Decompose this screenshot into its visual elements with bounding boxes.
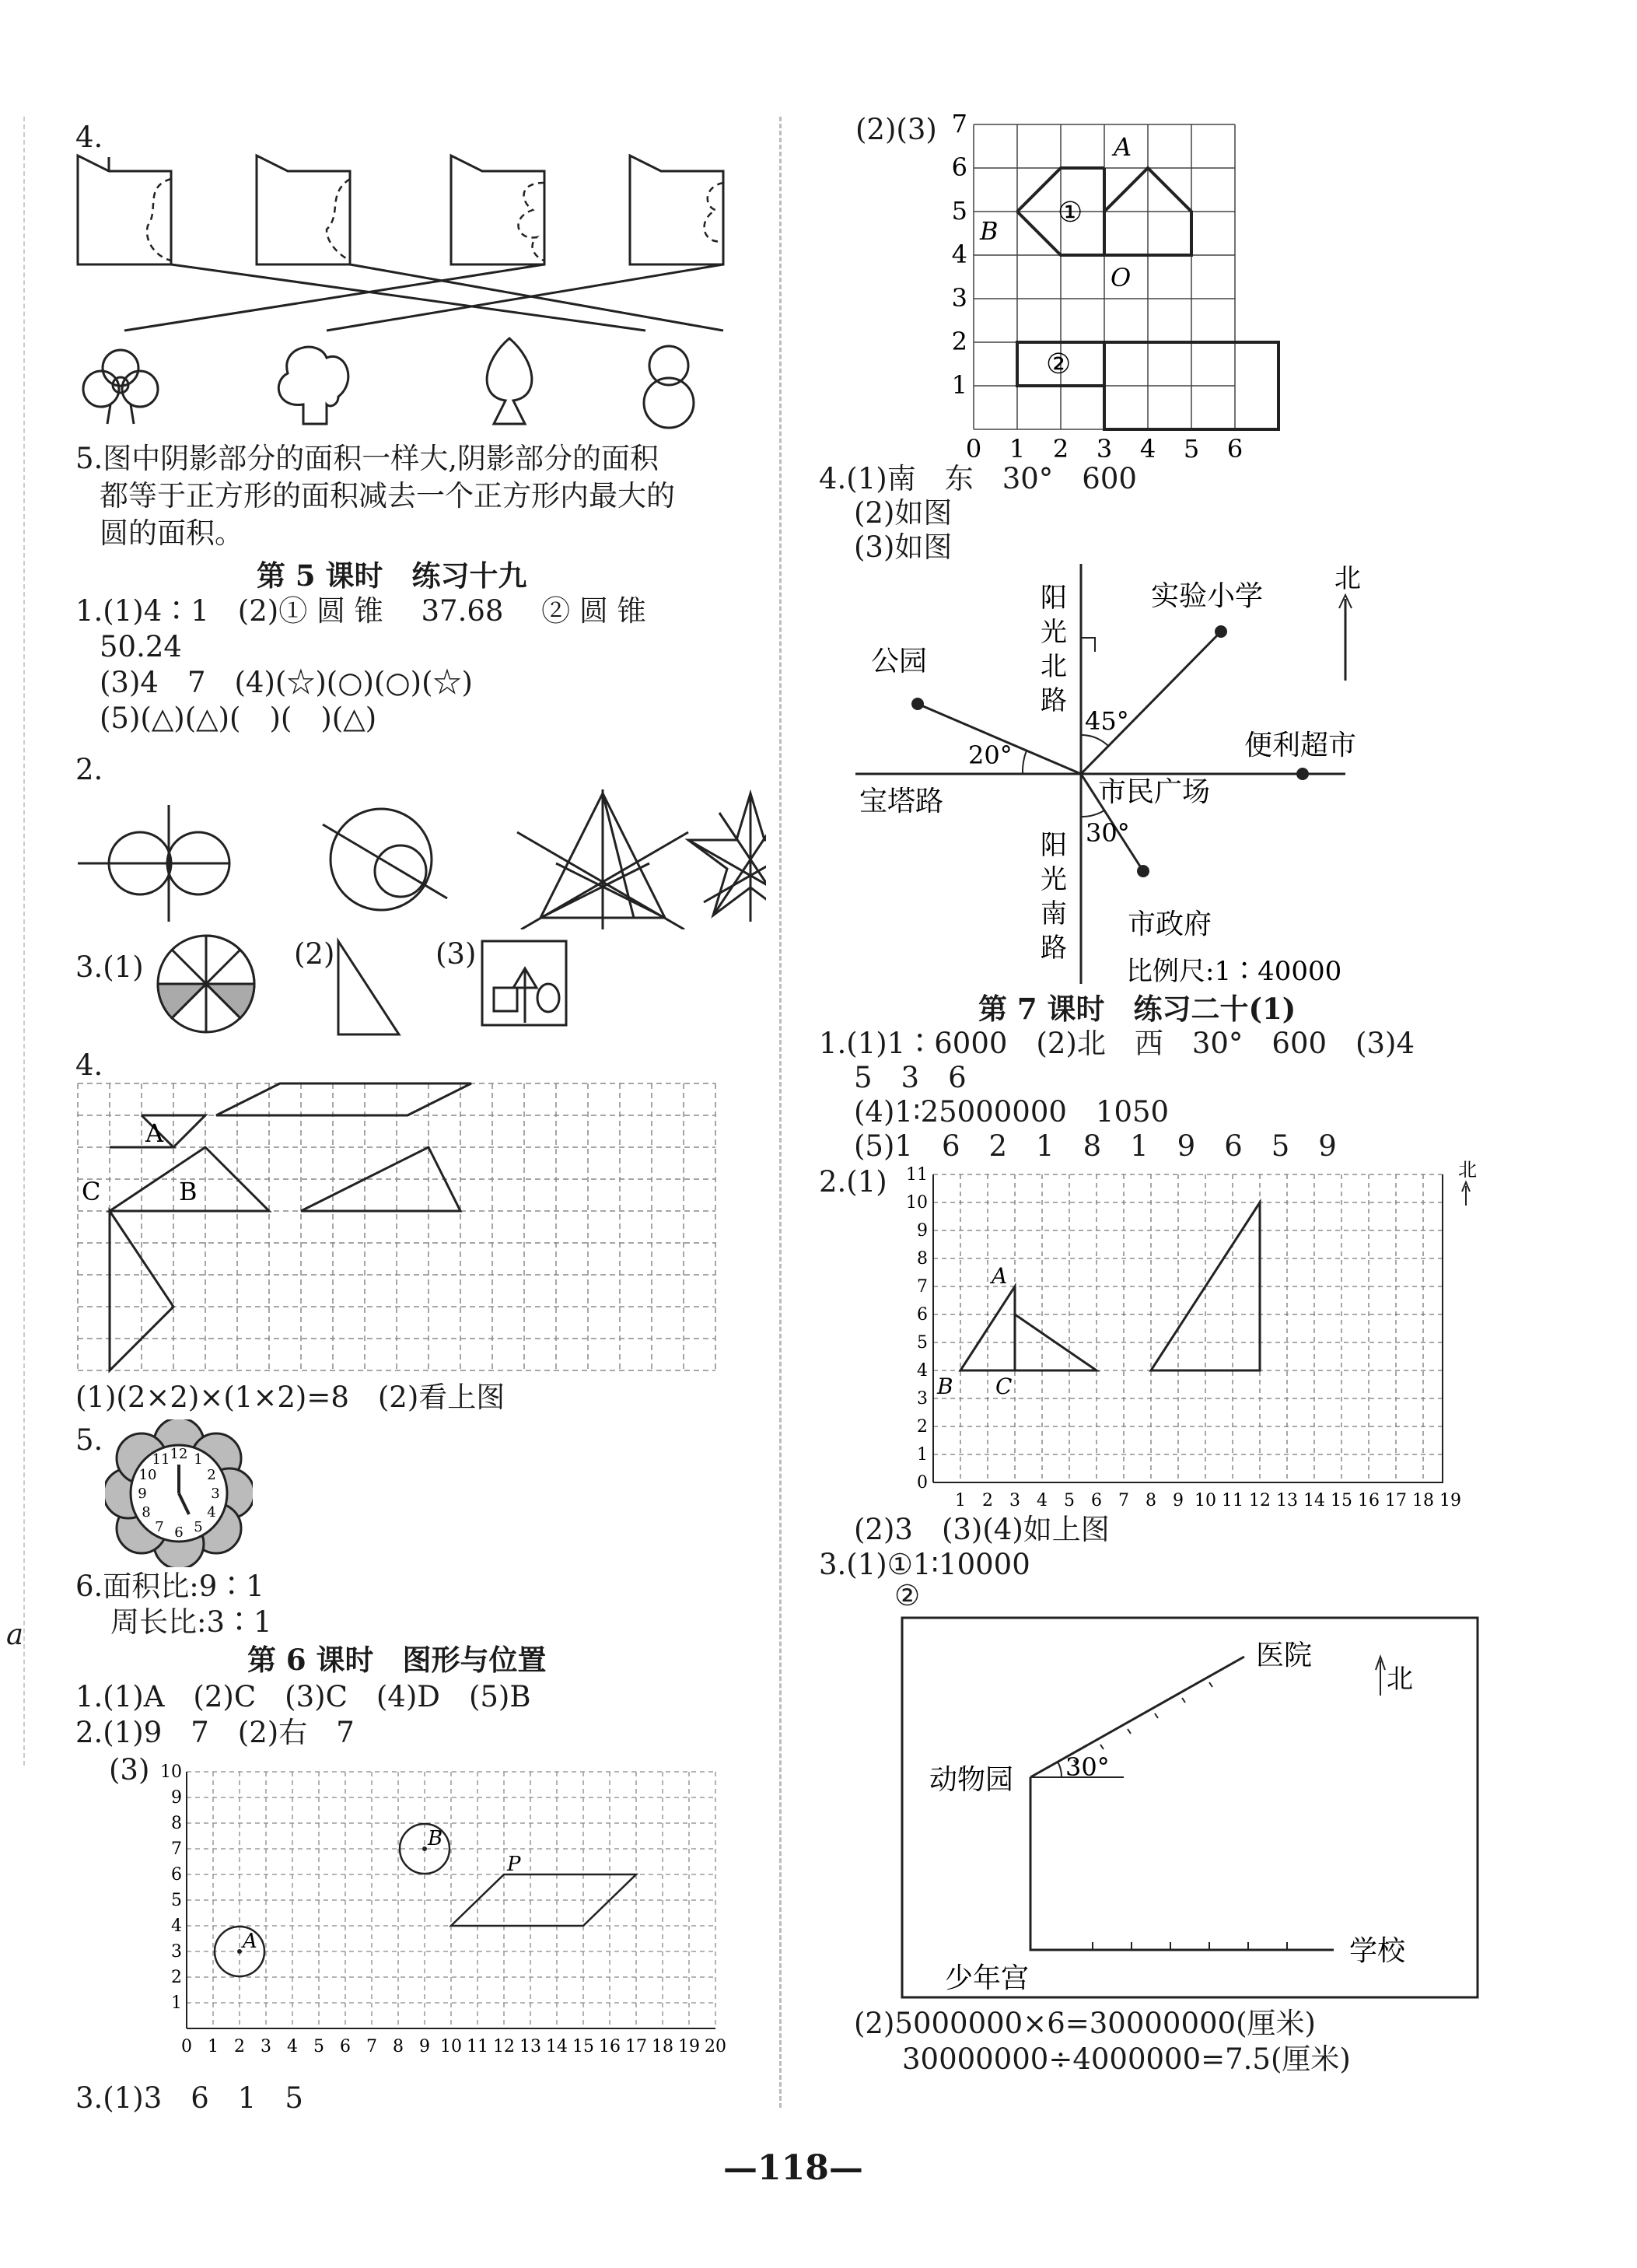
- clock-num-5: 5: [194, 1519, 203, 1535]
- map-govt: 市政府: [1128, 908, 1212, 940]
- l5-q4-answer: (1)(2×2)×(1×2)=8 (2)看上图: [75, 1381, 505, 1414]
- r-ytick: 7: [951, 109, 967, 138]
- clock-num-8: 8: [142, 1504, 151, 1521]
- r-q23-label: (2)(3): [855, 113, 937, 146]
- l6-ytick: 4: [171, 1916, 182, 1936]
- l6-xtick: 7: [366, 2037, 377, 2056]
- shading-figures: [152, 929, 587, 1042]
- grid-label-A: A: [145, 1118, 164, 1148]
- g2-ytick: 7: [917, 1277, 928, 1297]
- r-q4-line2: (2)如图: [854, 496, 953, 530]
- g2-xtick: 16: [1358, 1491, 1380, 1510]
- l6-ytick: 6: [171, 1865, 182, 1885]
- r-xtick: 6: [1226, 434, 1243, 464]
- g2-xtick: 6: [1091, 1491, 1102, 1510]
- g2-ytick: 5: [917, 1333, 928, 1353]
- l7-q3-line1: 3.(1)①1∶10000: [819, 1548, 1030, 1581]
- l7-q3-calc1: (2)5000000×6=30000000(厘米): [854, 2007, 1316, 2040]
- l7-q1-line4: (5)1 6 2 1 8 1 9 6 5 9: [854, 1129, 1337, 1163]
- coordinate-grid-3: [890, 1159, 1481, 1528]
- r-ytick: 4: [951, 240, 967, 269]
- l6-xtick: 8: [393, 2037, 404, 2056]
- g2-xtick: 7: [1118, 1491, 1129, 1510]
- g2-xtick: 18: [1412, 1491, 1434, 1510]
- l6-ytick: 10: [160, 1764, 182, 1782]
- l5-q2-number: 2.: [75, 753, 103, 786]
- l7-q3-calc2: 30000000÷4000000=7.5(厘米): [902, 2042, 1351, 2076]
- g2-xtick: 2: [982, 1491, 993, 1510]
- map-scale: 比例尺:1∶40000: [1126, 956, 1342, 987]
- g2-xtick: 10: [1195, 1491, 1216, 1510]
- clock-num-11: 11: [152, 1451, 170, 1468]
- left-q4-number: 4.: [75, 121, 103, 154]
- map-north: 北: [1334, 563, 1361, 594]
- r-ytick: 2: [951, 327, 967, 356]
- route-school: 学校: [1349, 1935, 1406, 1967]
- map-road-south-3: 南: [1041, 898, 1067, 929]
- l6-xtick: 12: [493, 2037, 515, 2056]
- clock-num-3: 3: [211, 1486, 220, 1502]
- clock-figure: [105, 1419, 253, 1567]
- g2-xtick: 3: [1009, 1491, 1020, 1510]
- grid-label-C: C: [82, 1177, 101, 1206]
- lesson6-title: 第 6 课时 图形与位置: [247, 1643, 547, 1677]
- l6-ytick: 1: [171, 1993, 182, 2013]
- g2-ytick: 8: [917, 1249, 928, 1269]
- lesson5-title: 第 5 课时 练习十九: [257, 558, 527, 593]
- l6-label-P: P: [507, 1853, 521, 1876]
- map-road-north-2: 光: [1041, 617, 1067, 648]
- g2-xtick: 9: [1173, 1491, 1184, 1510]
- l5-q1-line4: (5)(△)(△)( )( )(△): [100, 702, 377, 735]
- g2-ytick: 1: [917, 1445, 928, 1465]
- l6-xtick: 17: [625, 2037, 647, 2056]
- left-q5-line3: 圆的面积。: [100, 516, 243, 550]
- l6-ytick: 7: [171, 1839, 182, 1859]
- l6-xtick: 19: [678, 2037, 700, 2056]
- l7-q2-number: 2.(1): [819, 1165, 887, 1199]
- r-xtick: 3: [1096, 434, 1113, 464]
- g2-xtick: 1: [955, 1491, 966, 1510]
- l6-q1: 1.(1)A (2)C (3)C (4)D (5)B: [75, 1680, 531, 1713]
- clock-num-9: 9: [138, 1486, 147, 1502]
- map-road-south-1: 阳: [1041, 830, 1067, 861]
- r-q4-line1: 4.(1)南 东 30° 600: [819, 462, 1137, 495]
- l5-q6-line1: 6.面积比:9∶1: [75, 1570, 264, 1603]
- clock-num-2: 2: [207, 1467, 216, 1483]
- l6-xtick: 10: [440, 2037, 462, 2056]
- symmetry-axes-figure: [74, 786, 766, 929]
- page-number: —118—: [723, 2148, 863, 2188]
- l7-q2-after: (2)3 (3)(4)如上图: [854, 1513, 1110, 1546]
- column-divider: [779, 117, 782, 2108]
- l5-q6-line2: 周长比:3∶1: [110, 1605, 272, 1639]
- map-baota-road: 宝塔路: [859, 786, 944, 817]
- margin-mark: a: [6, 1618, 24, 1651]
- map-road-south-4: 路: [1041, 933, 1067, 964]
- r-label-O: O: [1111, 263, 1132, 292]
- l6-q2: 2.(1)9 7 (2)右 7: [75, 1716, 355, 1749]
- g2-ytick: 6: [917, 1305, 928, 1325]
- r-label-A: A: [1114, 132, 1132, 162]
- grid2-north: 北: [1458, 1159, 1477, 1181]
- dashed-grid-figure: [74, 1080, 719, 1375]
- r-label-circle2: ②: [1046, 348, 1072, 380]
- l6-xtick: 0: [181, 2037, 192, 2056]
- paper-fold-matching-figure: [70, 148, 762, 443]
- map-angle-20: 20°: [968, 740, 1013, 770]
- clock-num-12: 12: [170, 1446, 188, 1462]
- l6-ytick: 9: [171, 1788, 182, 1808]
- g2-ytick: 9: [917, 1221, 928, 1241]
- g2-xtick: 8: [1146, 1491, 1156, 1510]
- g2-ytick: 3: [917, 1389, 928, 1409]
- l6-q2-3-label: (3): [109, 1753, 150, 1787]
- l5-q4-number: 4.: [75, 1048, 103, 1082]
- l6-xtick: 5: [313, 2037, 324, 2056]
- l6-label-A: A: [243, 1930, 257, 1953]
- g2-label-C: C: [995, 1374, 1013, 1399]
- map-road-north-3: 北: [1041, 651, 1067, 682]
- l6-xtick: 9: [419, 2037, 430, 2056]
- l6-label-B: B: [428, 1827, 443, 1850]
- l5-q1-line1: 1.(1)4∶1 (2)① 圆 锥 37.68 ② 圆 锥: [75, 594, 646, 628]
- l6-xtick: 18: [652, 2037, 673, 2056]
- r-ytick: 6: [951, 152, 967, 182]
- l7-q3-part2: ②: [894, 1579, 921, 1612]
- l6-q3: 3.(1)3 6 1 5: [75, 2081, 303, 2115]
- l5-q3-part2: (2): [294, 937, 335, 971]
- l6-xtick: 14: [546, 2037, 568, 2056]
- route-hospital: 医院: [1256, 1640, 1313, 1671]
- l5-q1-line3: (3)4 7 (4)(☆)(○)(○)(☆): [100, 666, 473, 699]
- g2-xtick: 17: [1385, 1491, 1407, 1510]
- l6-xtick: 2: [234, 2037, 245, 2056]
- l5-q3-part1: 3.(1): [75, 950, 144, 984]
- r-xtick: 2: [1052, 434, 1069, 464]
- l6-xtick: 6: [340, 2037, 351, 2056]
- g2-ytick: 0: [917, 1473, 928, 1493]
- g2-ytick: 4: [917, 1361, 928, 1381]
- route-angle: 30°: [1065, 1752, 1110, 1782]
- lesson7-title: 第 7 课时 练习二十(1): [978, 992, 1296, 1026]
- map-park: 公园: [871, 646, 928, 677]
- map-road-north-1: 阳: [1041, 583, 1067, 614]
- r-q4-line3: (3)如图: [854, 530, 953, 564]
- clock-num-1: 1: [194, 1451, 203, 1468]
- l7-q1-line1: 1.(1)1∶6000 (2)北 西 30° 600 (3)4: [819, 1027, 1415, 1060]
- route-north: 北: [1387, 1664, 1413, 1695]
- g2-xtick: 5: [1064, 1491, 1075, 1510]
- route-zoo: 动物园: [929, 1764, 1014, 1796]
- g2-ytick: 2: [917, 1417, 928, 1437]
- g2-xtick: 19: [1439, 1491, 1461, 1510]
- clock-num-10: 10: [138, 1467, 157, 1483]
- route-map: [898, 1614, 1481, 2003]
- coordinate-grid-1: [156, 1764, 731, 2075]
- l7-q1-line3: (4)1∶25000000 1050: [854, 1095, 1170, 1129]
- l5-q5-number: 5.: [75, 1423, 103, 1457]
- l6-xtick: 13: [519, 2037, 541, 2056]
- map-angle-30: 30°: [1086, 818, 1130, 848]
- clock-num-6: 6: [174, 1524, 184, 1541]
- l6-xtick: 15: [572, 2037, 594, 2056]
- l6-xtick: 3: [261, 2037, 271, 2056]
- l7-q1-line2: 5 3 6: [854, 1061, 967, 1094]
- g2-label-A: A: [992, 1263, 1008, 1289]
- map-school: 实验小学: [1151, 580, 1264, 612]
- g2-xtick: 12: [1249, 1491, 1271, 1510]
- grid-label-B: B: [179, 1177, 198, 1206]
- g2-xtick: 14: [1303, 1491, 1325, 1510]
- g2-xtick: 13: [1276, 1491, 1298, 1510]
- g2-xtick: 11: [1222, 1491, 1243, 1510]
- map-road-south-2: 光: [1041, 864, 1067, 895]
- g2-label-B: B: [937, 1374, 953, 1399]
- map-store: 便利超市: [1244, 730, 1357, 761]
- l6-xtick: 4: [287, 2037, 298, 2056]
- margin-line: [23, 117, 25, 1766]
- l6-ytick: 3: [171, 1942, 182, 1962]
- r-label-circle1: ①: [1058, 197, 1083, 229]
- l6-xtick: 1: [208, 2037, 219, 2056]
- l6-ytick: 8: [171, 1814, 182, 1833]
- route-youth-palace: 少年宫: [945, 1962, 1030, 1994]
- l5-q1-line2: 50.24: [100, 630, 182, 663]
- g2-xtick: 15: [1331, 1491, 1352, 1510]
- g2-xtick: 4: [1037, 1491, 1048, 1510]
- map-angle-45: 45°: [1085, 706, 1129, 736]
- l5-q3-part3: (3): [435, 937, 477, 971]
- r-xtick: 1: [1009, 434, 1026, 464]
- g2-ytick: 10: [906, 1193, 928, 1213]
- l6-xtick: 11: [467, 2037, 488, 2056]
- clock-num-4: 4: [207, 1504, 216, 1521]
- l6-xtick: 20: [705, 2037, 726, 2056]
- r-ytick: 3: [951, 283, 967, 313]
- l6-xtick: 16: [599, 2037, 621, 2056]
- clock-num-7: 7: [155, 1519, 164, 1535]
- r-ytick: 5: [951, 196, 967, 226]
- l6-ytick: 5: [171, 1891, 182, 1910]
- r-xtick: 4: [1139, 434, 1156, 464]
- left-q5-line1: 5.图中阴影部分的面积一样大,阴影部分的面积: [75, 442, 659, 475]
- r-ytick: 1: [951, 370, 967, 400]
- map-road-north-4: 路: [1041, 685, 1067, 716]
- r-xtick: 5: [1183, 434, 1200, 464]
- direction-map: [848, 560, 1548, 992]
- l6-ytick: 2: [171, 1968, 182, 1987]
- r-label-B: B: [980, 216, 999, 246]
- left-q5-line2: 都等于正方形的面积减去一个正方形内最大的: [100, 479, 675, 513]
- map-square: 市民广场: [1098, 776, 1211, 808]
- g2-ytick: 11: [906, 1165, 928, 1185]
- coordinate-grid-2: [949, 109, 1291, 490]
- r-xtick: 0: [965, 434, 982, 464]
